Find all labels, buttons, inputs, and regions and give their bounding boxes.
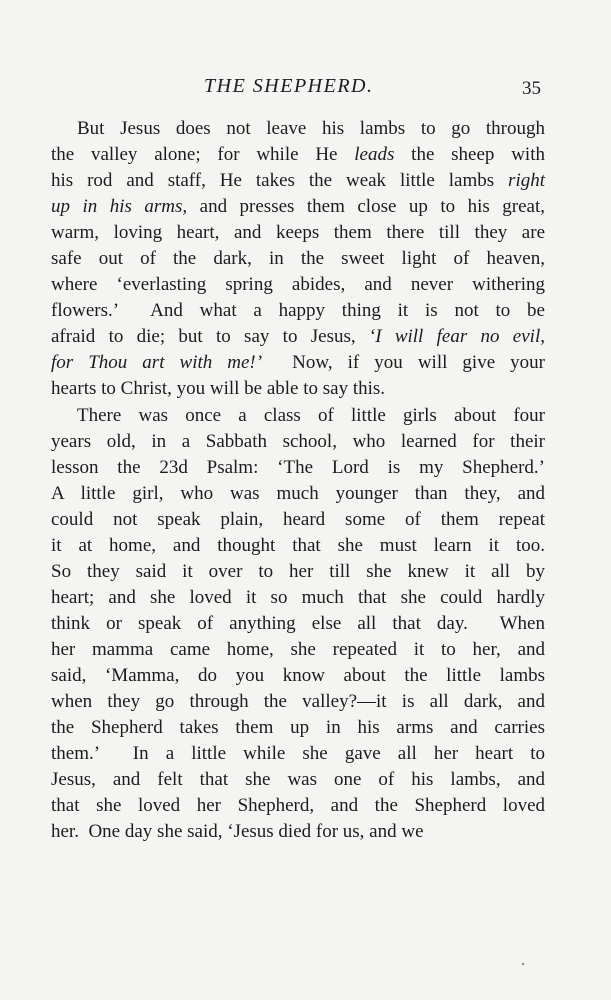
text-run: her. One day she said, ‘Jesus died for us, and we [51, 821, 424, 843]
text-run: that she loved her Shepherd, and the Shepherd loved [51, 795, 545, 817]
text-run: them.’ In a little while she gave all her heart to [51, 743, 545, 765]
text-run: warm, loving heart, and keeps them there till they are [51, 222, 545, 244]
text-line [51, 194, 545, 220]
text-line [51, 611, 545, 637]
text-line [51, 559, 545, 585]
text-run: when they go through the valley?—it is all dark, and [51, 691, 545, 713]
text-run: There was once a class of little girls about four [77, 404, 545, 426]
text-line [51, 116, 545, 142]
text-line [51, 350, 545, 376]
text-line [51, 741, 545, 767]
text-line [51, 585, 545, 611]
print-speck [522, 963, 525, 966]
text-run: his rod and staff, He takes the weak little lambs [51, 170, 509, 192]
text-run: afraid to die; but to say to Jesus, [51, 326, 369, 348]
text-line [51, 533, 545, 559]
text-run: the Shepherd takes them up in his arms and carries [51, 717, 545, 739]
text-line [51, 220, 545, 246]
text-line [51, 403, 545, 429]
text-run: Jesus, and felt that she was one of his lambs, and [51, 769, 545, 791]
text-run: the valley alone; for while He [51, 144, 355, 166]
text-run: flowers.’ And what a happy thing it is not to be [51, 300, 545, 322]
text-run: could not speak plain, heard some of them repeat [51, 508, 545, 530]
text-run: think or speak of anything else all that day. When [51, 612, 545, 634]
paragraph [51, 403, 545, 846]
text-run: Now, if you will give your [262, 352, 545, 374]
text-line [51, 689, 545, 715]
text-line [51, 715, 545, 741]
text-line [51, 168, 545, 194]
running-head [0, 74, 611, 98]
italic-text: leads [354, 144, 395, 166]
text-line [51, 507, 545, 533]
text-line [51, 246, 545, 272]
text-run: lesson the 23d Psalm: ‘The Lord is my Shepherd.’ [51, 456, 545, 478]
text-line [51, 793, 545, 819]
text-run: her mamma came home, she repeated it to her, and [51, 638, 545, 660]
text-run: it at home, and thought that she must learn it too. [51, 534, 545, 556]
text-line [51, 481, 545, 507]
page-number: 35 [522, 78, 541, 99]
italic-text: up in his arms, [51, 196, 188, 218]
text-line [51, 663, 545, 689]
text-line [51, 376, 545, 402]
text-run: But Jesus does not leave his lambs to go through [77, 118, 545, 139]
text-line [51, 272, 545, 298]
text-line [51, 324, 545, 350]
italic-text: right [508, 170, 545, 192]
text-run: So they said it over to her till she knew it all by [51, 560, 545, 582]
text-line [51, 455, 545, 481]
italic-text: ‘I will fear no evil, [368, 326, 545, 348]
text-run: and presses them close up to his great, [187, 196, 545, 218]
text-run: years old, in a Sabbath school, who learned for their [51, 430, 545, 452]
body-text [51, 116, 545, 845]
text-run: the sheep with [394, 144, 545, 166]
text-line [51, 142, 545, 168]
text-run: hearts to Christ, you will be able to say this. [51, 378, 386, 400]
paragraph [51, 116, 545, 403]
text-run: A little girl, who was much younger than they, and [51, 482, 545, 504]
text-line [51, 819, 545, 845]
text-run: heart; and she loved it so much that she could hardly [51, 586, 545, 608]
italic-text: for Thou art with me!’ [51, 352, 263, 374]
text-line [51, 429, 545, 455]
text-line [51, 637, 545, 663]
text-line [51, 767, 545, 793]
text-run: safe out of the dark, in the sweet light of heaven, [51, 248, 545, 270]
text-run: where ‘everlasting spring abides, and never withering [51, 274, 545, 296]
text-line [51, 298, 545, 324]
running-title: THE SHEPHERD. [204, 75, 374, 97]
text-run: said, ‘Mamma, do you know about the little lambs [51, 664, 545, 686]
